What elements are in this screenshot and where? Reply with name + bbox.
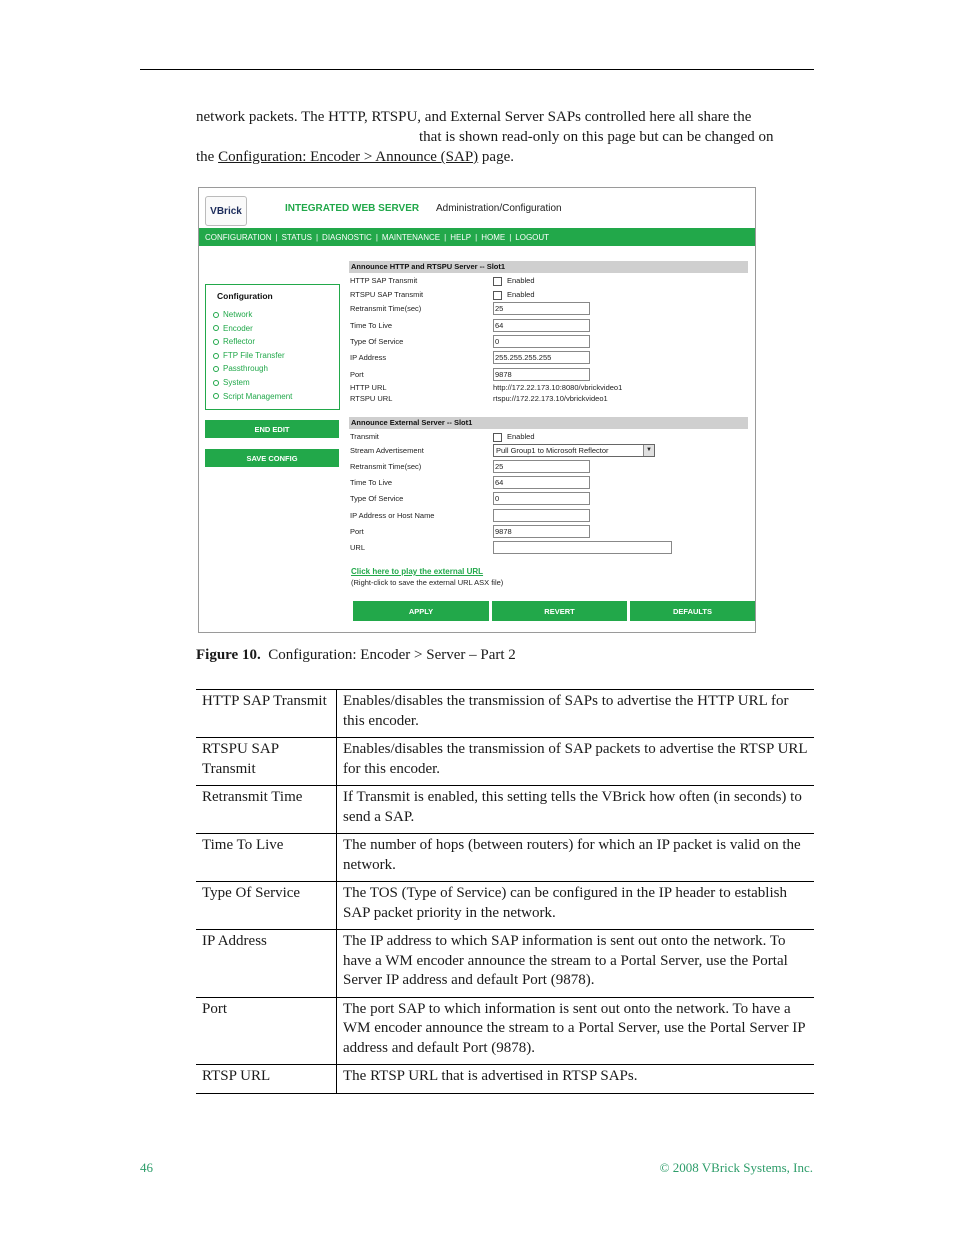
row-ip-address [350,351,750,365]
checkbox-label: Enabled [507,276,535,285]
configuration-menu-title: Configuration [217,291,273,301]
http-sap-checkbox[interactable] [493,277,502,286]
table-row [196,786,814,834]
figure-caption-text: Configuration: Encoder > Server – Part 2 [268,647,516,663]
field-label: Type Of Service [350,494,404,503]
brand-title: INTEGRATED WEB SERVER [285,203,420,214]
field-label: URL [350,543,366,552]
nav-separator: | [315,232,319,242]
port-input[interactable]: 9878 [493,368,590,381]
time-to-live-input-2[interactable]: 64 [493,476,590,489]
table-row [196,834,814,882]
time-to-live-input[interactable]: 64 [493,319,590,332]
section-external-server-title: Announce External Server -- Slot1 [349,417,748,429]
field-label: Stream Advertisement [350,446,424,455]
table-description: The port SAP to which information is sent out onto the network. To have a WM encoder announce the stream to a Portal Server, use the Portal Server IP address and default Port (9878). [337,997,815,1065]
menu-item-passthrough[interactable] [213,362,292,376]
announce-sap-link[interactable]: Configuration: Encoder > Announce (SAP) [218,149,479,165]
field-label: Type Of Service [350,337,404,346]
copyright-notice: © 2008 VBrick Systems, Inc. [659,1160,813,1175]
port-input-2[interactable]: 9878 [493,525,590,538]
field-label: Transmit [350,432,379,441]
table-description: If Transmit is enabled, this setting tells the VBrick how often (in seconds) to send a SAP. [337,786,815,834]
rtspu-url-value: rtspu://172.22.173.10/vbrickvideo1 [493,394,608,403]
field-label: Port [350,370,364,379]
menu-item-system[interactable] [213,376,292,390]
row-type-of-service [350,335,750,349]
page-number: 46 [140,1160,153,1175]
nav-logout[interactable]: LOGOUT [515,232,550,242]
type-of-service-input[interactable]: 0 [493,335,590,348]
table-term: Time To Live [196,834,337,882]
row-url [350,541,750,555]
row-ip-or-host [350,509,750,523]
nav-separator: | [475,232,478,242]
menu-item-label: Script Management [223,391,293,401]
menu-item-label: FTP File Transfer [223,350,285,360]
field-description-table [196,689,814,1094]
row-time-to-live-2 [350,476,750,490]
menu-item-ftp-file-transfer[interactable] [213,349,292,363]
nav-diagnostic[interactable]: DIAGNOSTIC [322,232,372,242]
configuration-menu [205,284,340,410]
nav-separator: | [444,232,447,242]
row-retransmit-time-2 [350,460,750,474]
menu-item-script-management[interactable] [213,390,292,404]
bullet-icon [213,353,219,359]
play-external-url-link[interactable]: Click here to play the external URL [351,567,484,576]
menu-item-encoder[interactable] [213,322,292,336]
field-label: Retransmit Time(sec) [350,304,422,313]
field-label: RTSPU URL [350,394,393,403]
nav-configuration[interactable]: CONFIGURATION [205,232,272,242]
table-row [196,930,814,998]
field-label: Time To Live [350,478,393,487]
menu-item-label: Network [223,310,253,319]
bullet-icon [213,366,219,372]
bullet-icon [213,380,219,386]
revert-button[interactable]: REVERT [492,601,627,621]
table-row [196,997,814,1065]
table-row [196,690,814,738]
table-row [196,738,814,786]
table-row [196,882,814,930]
field-label: Retransmit Time(sec) [350,462,422,471]
bullet-icon [213,312,219,318]
table-description: The number of hops (between routers) for which an IP packet is valid on the network. [337,834,815,882]
table-term: Retransmit Time [196,786,337,834]
table-term: RTSP URL [196,1065,337,1094]
bullet-icon [213,325,219,331]
type-of-service-input-2[interactable]: 0 [493,492,590,505]
row-stream-advertisement [350,444,750,458]
save-config-button[interactable]: SAVE CONFIG [205,449,339,467]
table-row [196,1065,814,1094]
table-description: Enables/disables the transmission of SAP packets to advertise the RTSP URL for this encoder. [337,738,815,786]
table-description: The RTSP URL that is advertised in RTSP SAPs. [337,1065,815,1094]
intro-line-2: that is shown read-only on this page but can be changed on [419,129,774,145]
row-type-of-service-2 [350,492,750,506]
intro-line-3-post: page. [478,149,514,165]
nav-status[interactable]: STATUS [281,232,312,242]
field-label: HTTP URL [350,383,387,392]
nav-separator: | [509,232,512,242]
field-label: HTTP SAP Transmit [350,276,418,285]
checkbox-label: Enabled [507,432,535,441]
row-retransmit-time [350,302,750,316]
nav-separator: | [375,232,378,242]
select-value: Pull Group1 to Microsoft Reflector [496,446,609,455]
table-term: IP Address [196,930,337,998]
http-url-value: http://172.22.173.10:8080/vbrickvideo1 [493,383,623,392]
checkbox-label: Enabled [507,290,535,299]
table-description: Enables/disables the transmission of SAPs to advertise the HTTP URL for this encoder. [337,690,815,738]
intro-paragraph [196,107,812,167]
menu-item-label: System [223,377,250,387]
nav-maintenance[interactable]: MAINTENANCE [381,232,441,242]
apply-button[interactable]: APPLY [353,601,489,621]
table-term: Type Of Service [196,882,337,930]
field-label: Port [350,527,364,536]
rtspu-sap-checkbox[interactable] [493,291,502,300]
intro-line-3-pre: the [196,149,219,165]
figure-label: Figure 10. [196,647,261,663]
row-transmit [350,430,750,444]
row-rtspu-url [350,392,750,406]
table-term: RTSPU SAP Transmit [196,738,337,786]
field-label: IP Address or Host Name [350,511,435,520]
stream-advertisement-select[interactable] [493,444,655,457]
brand-subtitle: Administration/Configuration [436,203,562,214]
menu-item-label: Encoder [223,323,253,333]
top-nav [199,228,755,246]
table-term: HTTP SAP Transmit [196,690,337,738]
row-port-2 [350,525,750,539]
ip-or-host-input[interactable] [493,509,590,522]
nav-help[interactable]: HELP [450,232,472,242]
row-port [350,368,750,382]
table-description: The TOS (Type of Service) can be configured in the IP header to establish SAP packet priority in the network. [337,882,815,930]
dropdown-arrow-icon: ▼ [643,445,654,456]
row-time-to-live [350,319,750,333]
url-input[interactable] [493,541,672,554]
screenshot-figure [198,187,756,633]
table-term: Port [196,997,337,1065]
header-rule [140,69,814,70]
figure-caption [196,647,516,664]
menu-item-label: Passthrough [223,364,268,374]
retransmit-time-input[interactable]: 25 [493,302,590,315]
transmit-checkbox[interactable] [493,433,502,442]
nav-separator: | [275,232,278,242]
row-rtspu-sap-transmit [350,288,750,302]
field-label: Time To Live [350,321,393,330]
table-description: The IP address to which SAP information is sent out onto the network. To have a WM encoder announce the stream to a Portal Server, use the Portal Server IP address and default Port (9878). [337,930,815,998]
section-http-rtspu-title: Announce HTTP and RTSPU Server -- Slot1 [349,261,748,273]
ip-address-input[interactable]: 255.255.255.255 [493,351,590,364]
nav-home[interactable]: HOME [481,232,506,242]
intro-line-3 [196,147,812,167]
intro-line-1: network packets. The HTTP, RTSPU, and External Server SAPs controlled here all share the [196,109,752,125]
play-external-url-note: (Right-click to save the external URL ASX file) [351,578,504,587]
defaults-button[interactable]: DEFAULTS [630,601,755,621]
row-http-sap-transmit [350,274,750,288]
vbrick-logo: VBrick [205,196,247,226]
bullet-icon [213,339,219,345]
field-label: RTSPU SAP Transmit [350,290,424,299]
menu-item-label: Reflector [223,337,256,347]
bullet-icon [213,393,219,399]
field-label: IP Address [350,353,387,362]
retransmit-time-input-2[interactable]: 25 [493,460,590,473]
menu-item-reflector[interactable] [213,335,292,349]
end-edit-button[interactable]: END EDIT [205,420,339,438]
menu-item-network[interactable] [213,308,292,322]
